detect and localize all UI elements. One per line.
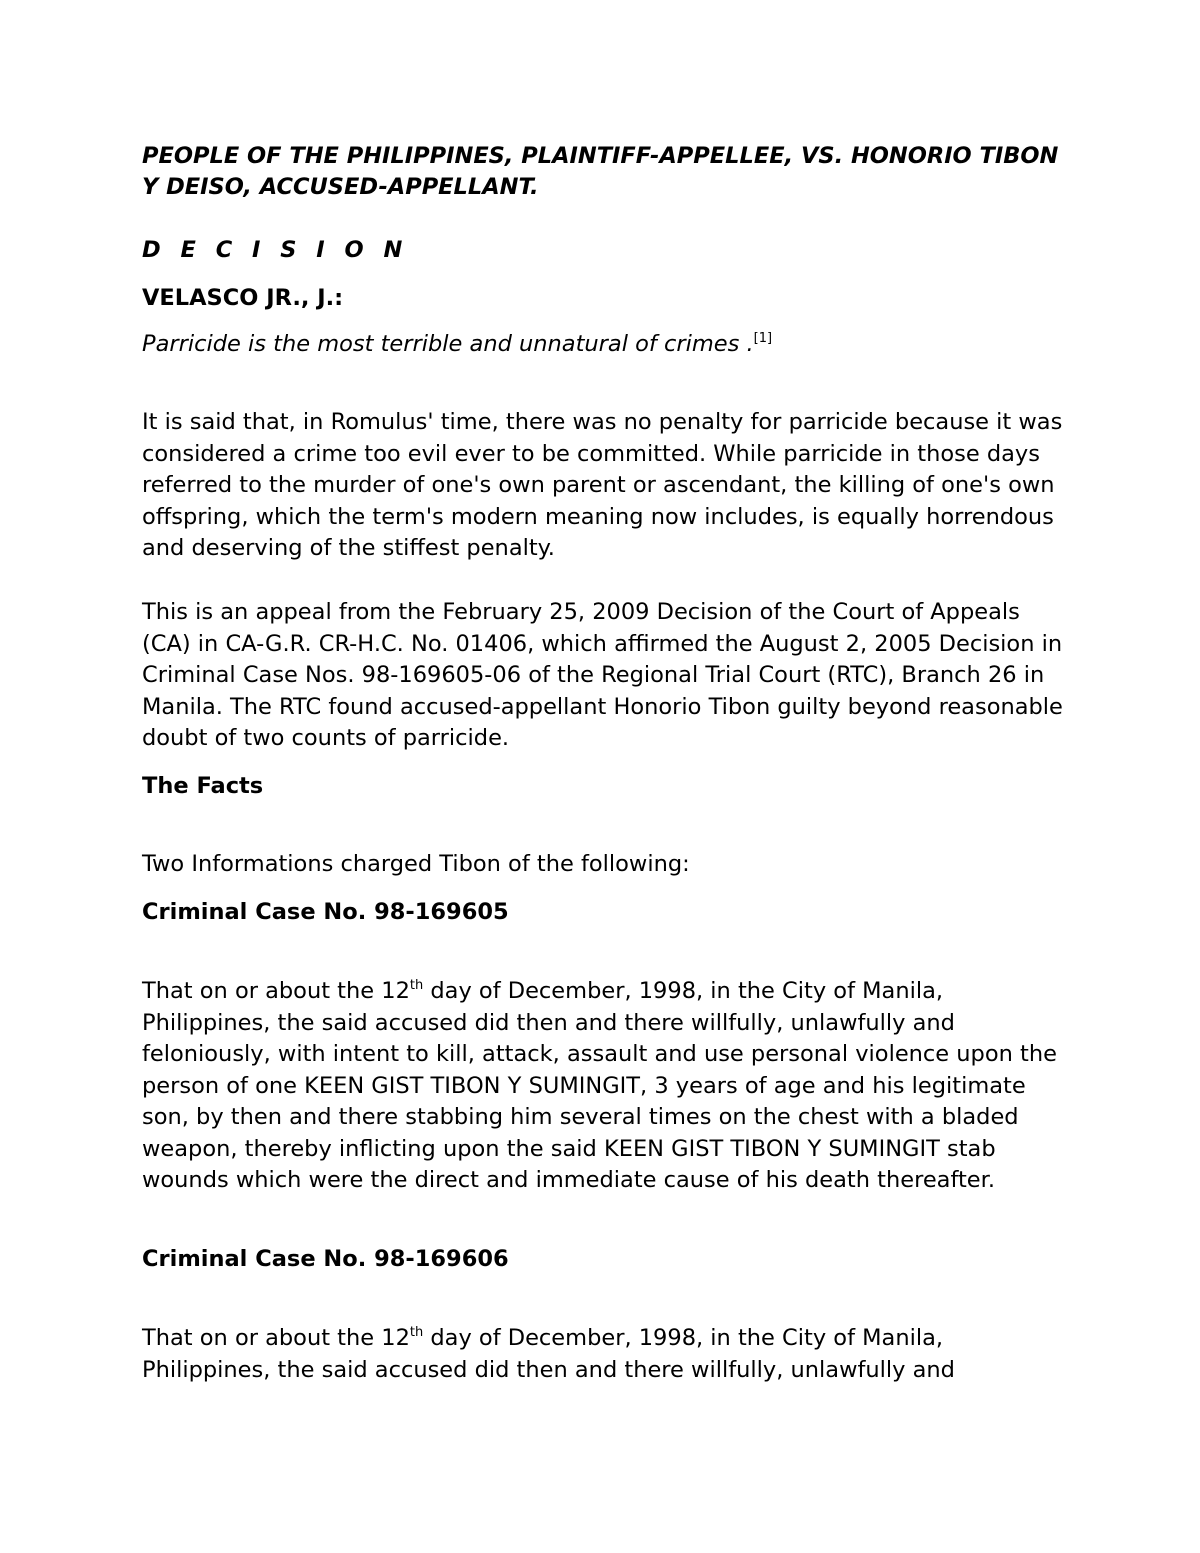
case-1-text-after: day of December, 1998, in the City of Manila, Philippines, the said accused did then and there willfully, unlawfully and feloniously, with intent to kill, attack, assault and use personal violence upon the person of one KEEN GIST TIBON Y SUMINGIT, 3 years of age and his legitimate son, by then and there stabbing him several times on the chest with a bladed weapon, thereby inflicting upon the said KEEN GIST TIBON Y SUMINGIT stab wounds which were the direct and immediate cause of his death thereafter. [142,978,1057,1193]
paragraph-informations: Two Informations charged Tibon of the following: [142,851,690,877]
case-2-ordinal: th [409,1325,424,1340]
case-1-text-before: That on or about the 12 [142,978,410,1004]
heading-the-facts: The Facts [142,773,264,799]
epigraph [142,329,1072,361]
case-1-ordinal: th [409,978,424,993]
case-title: PEOPLE OF THE PHILIPPINES, PLAINTIFF-APPELLEE, VS. HONORIO TIBON Y DEISO, ACCUSED-APPELLANT. [142,143,1059,200]
heading-criminal-case-2: Criminal Case No. 98-169606 [142,1246,509,1272]
footnote-ref[interactable]: [1] [753,331,773,346]
case-2-text-before: That on or about the 12 [142,1325,410,1351]
paragraph-case-1 [142,976,1072,1197]
epigraph-punct: . [746,331,754,357]
paragraph-case-2 [142,1323,1072,1386]
decision-heading: D E C I S I O N [142,237,409,263]
ponente: VELASCO JR., J.: [142,285,344,311]
paragraph-appeal: This is an appeal from the February 25, 2009 Decision of the Court of Appeals (CA) in CA-G.R. CR-H.C. No. 01406, which affirmed the August 2, 2005 Decision in Criminal Case Nos. 98-169605-06 of the Regional Trial Court (RTC), Branch 26 in Manila. The RTC found accused-appellant Honorio Tibon guilty beyond reasonable doubt of two counts of parricide. [142,599,1063,751]
epigraph-text: Parricide is the most terrible and unnatural of crimes [142,331,740,357]
heading-criminal-case-1: Criminal Case No. 98-169605 [142,899,509,925]
paragraph-romulus: It is said that, in Romulus' time, there was no penalty for parricide because it was considered a crime too evil ever to be committed. While parricide in those days referred to the murder of one's own parent or ascendant, the killing of one's own offspring, which the term's modern meaning now includes, is equally horrendous and deserving of the stiffest penalty. [142,409,1063,561]
case-2-text-after: day of December, 1998, in the City of Manila, Philippines, the said accused did then and there willfully, unlawfully and [142,1325,955,1383]
